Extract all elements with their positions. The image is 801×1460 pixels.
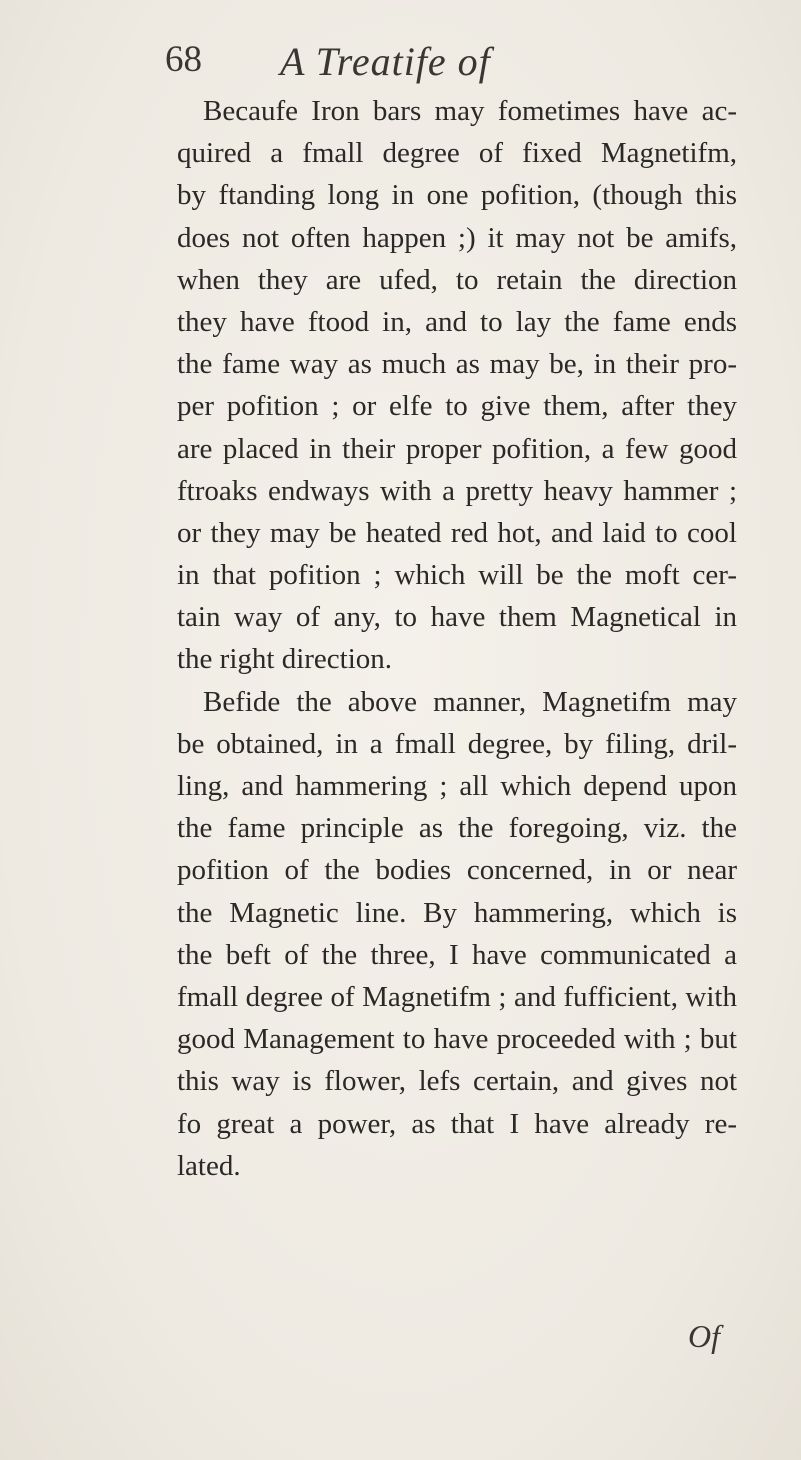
text-line: Becaufe Iron bars may fometimes have ac-: [203, 95, 737, 127]
text-line: lated.: [177, 1149, 241, 1182]
text-line: does not often happen ;) it may not be amifs,: [177, 221, 737, 254]
text-line: the right direction.: [177, 643, 393, 676]
text-line: fmall degree of Magnetifm ; and fufficient, with: [177, 980, 737, 1013]
text-line: in that pofition ; which will be the moft cer-: [177, 559, 737, 592]
text-line: the fame way as much as may be, in their pro-: [177, 348, 737, 381]
running-title: A Treatife of: [280, 39, 491, 84]
text-line: pofition of the bodies concerned, in or near: [177, 854, 737, 887]
text-line: ling, and hammering ; all which depend upon: [177, 770, 737, 802]
text-line: per pofition ; or elfe to give them, after they: [177, 390, 737, 423]
text-line: when they are ufed, to retain the direction: [177, 263, 737, 296]
text-line: Befide the above manner, Magnetifm may: [203, 685, 737, 718]
text-line: the Magnetic line. By hammering, which is: [177, 896, 737, 929]
text-line: tain way of any, to have them Magnetical in: [177, 601, 737, 634]
text-line: ftroaks endways with a pretty heavy hammer ;: [177, 474, 737, 507]
text-line: fo great a power, as that I have already re-: [177, 1107, 737, 1140]
text-line: or they may be heated red hot, and laid to cool: [177, 516, 737, 549]
text-line: be obtained, in a fmall degree, by filing, dril-: [177, 727, 737, 760]
text-line: are placed in their proper pofition, a few good: [177, 432, 737, 465]
text-line: quired a fmall degree of fixed Magnetifm,: [177, 137, 737, 170]
text-line: this way is flower, lefs certain, and gives not: [177, 1065, 737, 1098]
text-line: good Management to have proceeded with ; but: [177, 1023, 737, 1056]
body-text: [177, 90, 737, 1187]
text-line: the beft of the three, I have communicated a: [177, 938, 737, 971]
catchword: Of: [688, 1318, 720, 1354]
page-number: 68: [165, 39, 202, 80]
text-line: the fame principle as the foregoing, viz. the: [177, 812, 737, 845]
text-line: by ftanding long in one pofition, (though this: [177, 179, 737, 212]
page-header: [165, 38, 765, 88]
text-line: they have ftood in, and to lay the fame ends: [177, 305, 737, 338]
